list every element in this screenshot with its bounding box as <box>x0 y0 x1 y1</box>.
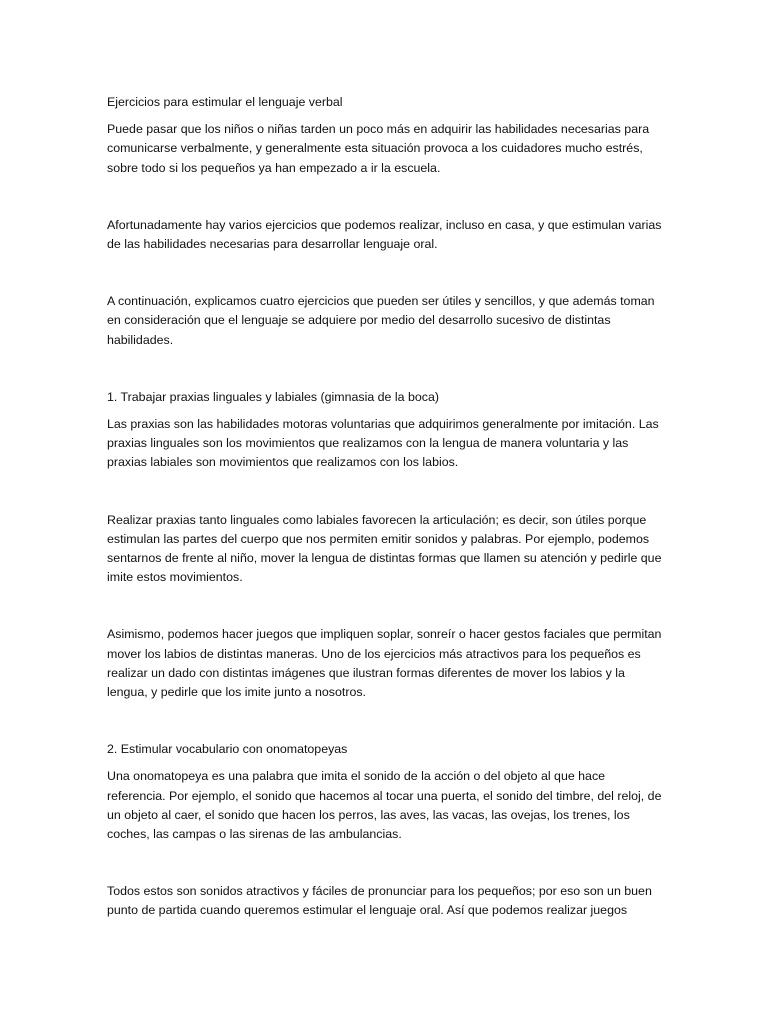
section-1-heading: 1. Trabajar praxias linguales y labiales (gimnasia de la boca) <box>107 389 439 404</box>
section-2-paragraph-2: Todos estos son sonidos atractivos y fáciles de pronunciar para los pequeños; por eso son un buen punto de partida cuando queremos estimular el lenguaje oral. Así que podemos realizar juegos <box>107 884 652 918</box>
document-body <box>107 93 667 921</box>
intro-paragraph-2: Afortunadamente hay varios ejercicios que podemos realizar, incluso en casa, y que estimulan varias de las habilidades necesarias para desarrollar lenguaje oral. <box>107 217 662 252</box>
document-title: Ejercicios para estimular el lenguaje verbal <box>107 95 343 109</box>
section-1-paragraph-2: Realizar praxias tanto linguales como labiales favorecen la articulación; es decir, son útiles porque estimulan las partes del cuerpo que nos permiten emitir sonidos y palabras. Por ejemplo, podemos sentarnos de frente al niño, mover la lengua de distintas formas que llamen su atención y pedirle que imite estos movimientos. <box>107 512 662 585</box>
section-2-paragraph-1: Una onomatopeya es una palabra que imita el sonido de la acción o del objeto al que hace referencia. Por ejemplo, el sonido que hacemos al tocar una puerta, el sonido del timbre, del reloj, de un objeto al caer, el sonido que hacen los perros, las aves, las vacas, las ovejas, los trenes, los coches, las campas o las sirenas de las ambulancias. <box>107 769 662 842</box>
section-1-paragraph-1: Las praxias son las habilidades motoras voluntarias que adquirimos generalmente por imitación. Las praxias linguales son los movimientos que realizamos con la lengua de manera voluntaria y las praxias labiales son movimientos que realizamos con los labios. <box>107 417 659 470</box>
section-2-heading: 2. Estimular vocabulario con onomatopeyas <box>107 742 348 757</box>
intro-paragraph-1: Puede pasar que los niños o niñas tarden un poco más en adquirir las habilidades necesarias para comunicarse verbalmente, y generalmente esta situación provoca a los cuidadores mucho estrés, sobre todo si los pequeños ya han empezado a ir la escuela. <box>107 122 650 175</box>
section-1-paragraph-3: Asimismo, podemos hacer juegos que impliquen soplar, sonreír o hacer gestos faciales que permitan mover los labios de distintas maneras. Uno de los ejercicios más atractivos para los pequeños es realizar un dado con distintas imágenes que ilustran formas diferentes de mover los labios y la lengua, y pedirle que los imite junto a nosotros. <box>107 627 662 700</box>
intro-paragraph-3: A continuación, explicamos cuatro ejercicios que pueden ser útiles y sencillos, y que además toman en consideración que el lenguaje se adquiere por medio del desarrollo sucesivo de distintas habilidades. <box>107 294 655 347</box>
